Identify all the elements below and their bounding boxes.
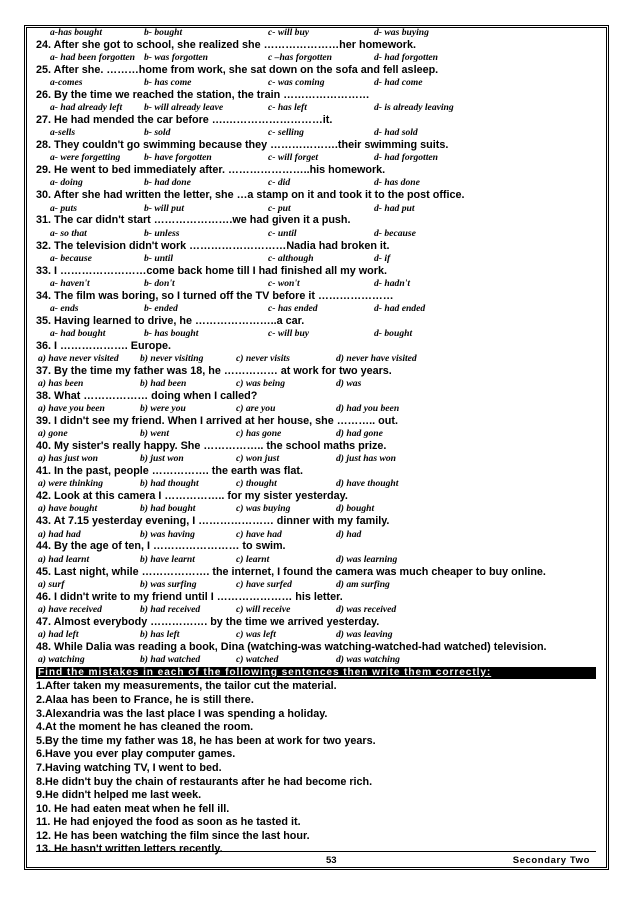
question-37: 37. By the time my father was 18, he …………… at work for two years. <box>36 364 392 377</box>
option-30-b: b- will put <box>144 202 184 214</box>
question-48: 48. While Dalia was reading a book, Dina (watching-was watching-watched-had watched) television. <box>36 640 547 653</box>
option-29-b: b- had done <box>144 177 191 189</box>
option-40-b: b) just won <box>140 453 184 465</box>
option-38-b: b) were you <box>140 403 186 415</box>
option-25-c: c- was coming <box>268 77 325 89</box>
options-46 <box>36 604 596 616</box>
options-33 <box>36 278 596 290</box>
option-28-d: d- had forgotten <box>374 152 438 164</box>
option-35-b: b- has bought <box>144 327 199 339</box>
option-36-d: d) never have visited <box>336 353 417 365</box>
option-29-d: d- has done <box>374 177 420 189</box>
option-44-b: b) have learnt <box>140 553 195 565</box>
option-27-b: b- sold <box>144 127 171 139</box>
worksheet <box>36 27 596 857</box>
option-32-d: d- if <box>374 252 391 264</box>
option-35-a: a- had bought <box>50 327 106 339</box>
option-43-a: a) had had <box>38 528 81 540</box>
page-number: 53 <box>326 855 337 866</box>
option-33-c: c- won't <box>268 277 300 289</box>
option-48-d: d) was watching <box>336 653 400 665</box>
options-35 <box>36 328 596 340</box>
question-27: 27. He had mended the car before ….………………………it. <box>36 114 333 127</box>
option-43-d: d) had <box>336 528 362 540</box>
options-40 <box>36 453 596 465</box>
question-34: 34. The film was boring, so I turned off the TV before it ………………… <box>36 289 394 302</box>
options-39 <box>36 428 596 440</box>
options-31 <box>36 228 596 240</box>
mistake-sentence-2: 2.Alaa has been to France, he is still there. <box>36 693 254 706</box>
question-40: 40. My sister's really happy. She …………….. the school maths prize. <box>36 440 387 453</box>
option-37-d: d) was <box>336 378 362 390</box>
option-27-d: d- had sold <box>374 127 418 139</box>
option-32-c: c- although <box>268 252 314 264</box>
option-31-d: d- because <box>374 227 416 239</box>
options-36 <box>36 353 596 365</box>
options-42 <box>36 503 596 515</box>
option-31-a: a- so that <box>50 227 87 239</box>
question-32: 32. The television didn't work ………………………Nadia had broken it. <box>36 239 390 252</box>
mistake-sentence-3: 3.Alexandria was the last place I was spending a holiday. <box>36 707 328 720</box>
option-45-d: d) am surfing <box>336 578 390 590</box>
option-46-a: a) have received <box>38 603 102 615</box>
option-44-c: c) learnt <box>236 553 270 565</box>
question-list <box>36 27 596 666</box>
section-banner: Find the mistakes in each of the following sentences then write them correctly: <box>36 667 596 680</box>
mistake-sentence-7: 7.Having watching TV, I went to bed. <box>36 761 222 774</box>
option-35-d: d- bought <box>374 327 413 339</box>
option-41-b: b) had thought <box>140 478 199 490</box>
mistake-sentence-10: 10. He had eaten meat when he fell ill. <box>36 802 230 815</box>
grade-level: Secondary Two <box>512 855 590 866</box>
option-27-a: a-sells <box>50 127 76 139</box>
question-46: 46. I didn't write to my friend until I ………………… his letter. <box>36 590 343 603</box>
option-28-a: a- were forgetting <box>50 152 121 164</box>
option-37-c: c) was being <box>236 378 286 390</box>
question-42: 42. Look at this camera I …………….. for my sister yesterday. <box>36 490 348 503</box>
question-35: 35. Having learned to drive, he …………………..a car. <box>36 314 305 327</box>
question-24: 24. After she got to school, she realized she …………………her homework. <box>36 38 416 51</box>
option-48-c: c) watched <box>236 653 279 665</box>
options-45 <box>36 579 596 591</box>
option-34-d: d- had ended <box>374 302 426 314</box>
option-33-a: a- haven't <box>50 277 90 289</box>
question-28: 28. They couldn't go swimming because they ……………….their swimming suits. <box>36 139 449 152</box>
mistake-sentence-13: 13. He hasn't written letters recently. <box>36 843 223 856</box>
option-43-c: c) have had <box>236 528 282 540</box>
options-48 <box>36 654 596 666</box>
option-40-a: a) has just won <box>38 453 98 465</box>
option-29-c: c- did <box>268 177 291 189</box>
question-44: 44. By the age of ten, I …………………… to swim. <box>36 540 286 553</box>
option-24-a: a- had been forgotten <box>50 52 136 64</box>
option-36-b: b) never visiting <box>140 353 204 365</box>
option-47-b: b) has left <box>140 628 180 640</box>
question-33: 33. I ……………………come back home till I had finished all my work. <box>36 264 387 277</box>
mistake-sentence-8: 8.He didn't buy the chain of restaurants after he had become rich. <box>36 775 373 788</box>
option-46-d: d) was received <box>336 603 397 615</box>
option-39-b: b) went <box>140 428 170 440</box>
option-24-d: d- had forgotten <box>374 52 438 64</box>
option-32-a: a- because <box>50 252 92 264</box>
question-45: 45. Last night, while ………………. the internet, I found the camera was much cheaper to buy online. <box>36 565 546 578</box>
option-32-b: b- until <box>144 252 174 264</box>
option-42-d: d) bought <box>336 503 375 515</box>
option-42-a: a) have bought <box>38 503 98 515</box>
options-30 <box>36 203 596 215</box>
option-48-a: a) watching <box>38 653 85 665</box>
option-47-c: c) was left <box>236 628 276 640</box>
option-47-a: a) had left <box>38 628 79 640</box>
option-26-d: d- is already leaving <box>374 102 454 114</box>
option-23-c: c- will buy <box>268 27 310 38</box>
option-41-d: d) have thought <box>336 478 399 490</box>
options-37 <box>36 378 596 390</box>
option-37-a: a) has been <box>38 378 84 390</box>
option-30-c: c- put <box>268 202 291 214</box>
option-25-b: b- has come <box>144 77 192 89</box>
question-31: 31. The car didn't start ………………….we had given it a push. <box>36 214 351 227</box>
option-36-c: c) never visits <box>236 353 290 365</box>
option-28-c: c- will forget <box>268 152 319 164</box>
option-34-a: a- ends <box>50 302 79 314</box>
option-40-d: d) just has won <box>336 453 396 465</box>
option-45-c: c) have surfed <box>236 578 292 590</box>
option-42-b: b) had bought <box>140 503 196 515</box>
option-25-a: a-comes <box>50 77 83 89</box>
option-34-c: c- has ended <box>268 302 318 314</box>
option-24-c: c –has forgotten <box>268 52 332 64</box>
options-43 <box>36 529 596 541</box>
option-42-c: c) was buying <box>236 503 291 515</box>
option-44-a: a) had learnt <box>38 553 90 565</box>
option-45-a: a) surf <box>38 578 65 590</box>
option-46-c: c) will receive <box>236 603 291 615</box>
question-41: 41. In the past, people ……………. the earth was flat. <box>36 465 303 478</box>
option-23-b: b- bought <box>144 27 183 38</box>
options-24 <box>36 52 596 64</box>
options-34 <box>36 303 596 315</box>
question-38: 38. What ……………… doing when I called? <box>36 389 258 402</box>
option-38-d: d) had you been <box>336 403 400 415</box>
mistakes-list <box>36 680 596 857</box>
options-38 <box>36 403 596 415</box>
option-46-b: b) had received <box>140 603 201 615</box>
options-25 <box>36 77 596 89</box>
option-40-c: c) won just <box>236 453 280 465</box>
option-30-d: d- had put <box>374 202 415 214</box>
mistake-sentence-11: 11. He had enjoyed the food as soon as he tasted it. <box>36 816 301 829</box>
option-31-b: b- unless <box>144 227 180 239</box>
option-44-d: d) was learning <box>336 553 398 565</box>
option-29-a: a- doing <box>50 177 83 189</box>
option-48-b: b) had watched <box>140 653 201 665</box>
option-26-c: c- has left <box>268 102 307 114</box>
option-23-d: d- was buying <box>374 27 429 38</box>
options-27 <box>36 127 596 139</box>
options-41 <box>36 478 596 490</box>
option-41-a: a) were thinking <box>38 478 104 490</box>
option-23-a: a-has bought <box>50 27 102 38</box>
option-25-d: d- had come <box>374 77 423 89</box>
mistake-sentence-9: 9.He didn't helped me last week. <box>36 789 202 802</box>
mistake-sentence-1: 1.After taken my measurements, the tailor cut the material. <box>36 680 337 693</box>
option-47-d: d) was leaving <box>336 628 393 640</box>
option-35-c: c- will buy <box>268 327 310 339</box>
option-41-c: c) thought <box>236 478 277 490</box>
option-27-c: c- selling <box>268 127 304 139</box>
question-25: 25. After she. ………home from work, she sat down on the sofa and fell asleep. <box>36 63 439 76</box>
option-36-a: a) have never visited <box>38 353 119 365</box>
option-34-b: b- ended <box>144 302 178 314</box>
options-29 <box>36 177 596 189</box>
option-33-d: d- hadn't <box>374 277 410 289</box>
option-38-a: a) have you been <box>38 403 105 415</box>
options-32 <box>36 253 596 265</box>
options-28 <box>36 152 596 164</box>
question-29: 29. He went to bed immediately after. …………………..his homework. <box>36 164 386 177</box>
question-36: 36. I ………………. Europe. <box>36 339 171 352</box>
question-47: 47. Almost everybody ……………. by the time we arrived yesterday. <box>36 615 380 628</box>
option-43-b: b) was having <box>140 528 195 540</box>
option-24-b: b- was forgotten <box>144 52 208 64</box>
option-28-b: b- have forgotten <box>144 152 212 164</box>
mistake-sentence-12: 12. He has been watching the film since the last hour. <box>36 829 310 842</box>
option-33-b: b- don't <box>144 277 175 289</box>
mistake-sentence-5: 5.By the time my father was 18, he has been at work for two years. <box>36 734 376 747</box>
mistake-sentence-4: 4.At the moment he has cleaned the room. <box>36 721 254 734</box>
option-30-a: a- puts <box>50 202 77 214</box>
option-39-c: c) has gone <box>236 428 282 440</box>
question-30: 30. After she had written the letter, she …a stamp on it and took it to the post office. <box>36 189 465 202</box>
option-39-a: a) gone <box>38 428 68 440</box>
page-footer <box>36 851 596 867</box>
option-45-b: b) was surfing <box>140 578 197 590</box>
mistake-sentence-6: 6.Have you ever play computer games. <box>36 748 236 761</box>
options-23 <box>36 27 596 39</box>
option-37-b: b) had been <box>140 378 187 390</box>
option-39-d: d) had gone <box>336 428 383 440</box>
option-31-c: c- until <box>268 227 297 239</box>
option-38-c: c) are you <box>236 403 276 415</box>
question-39: 39. I didn't see my friend. When I arrived at her house, she ……….. out. <box>36 415 398 428</box>
options-47 <box>36 629 596 641</box>
options-26 <box>36 102 596 114</box>
options-44 <box>36 554 596 566</box>
option-26-b: b- will already leave <box>144 102 224 114</box>
question-26: 26. By the time we reached the station, the train …………………… <box>36 89 370 102</box>
question-43: 43. At 7.15 yesterday evening, I ………………… dinner with my family. <box>36 515 390 528</box>
option-26-a: a- had already left <box>50 102 123 114</box>
